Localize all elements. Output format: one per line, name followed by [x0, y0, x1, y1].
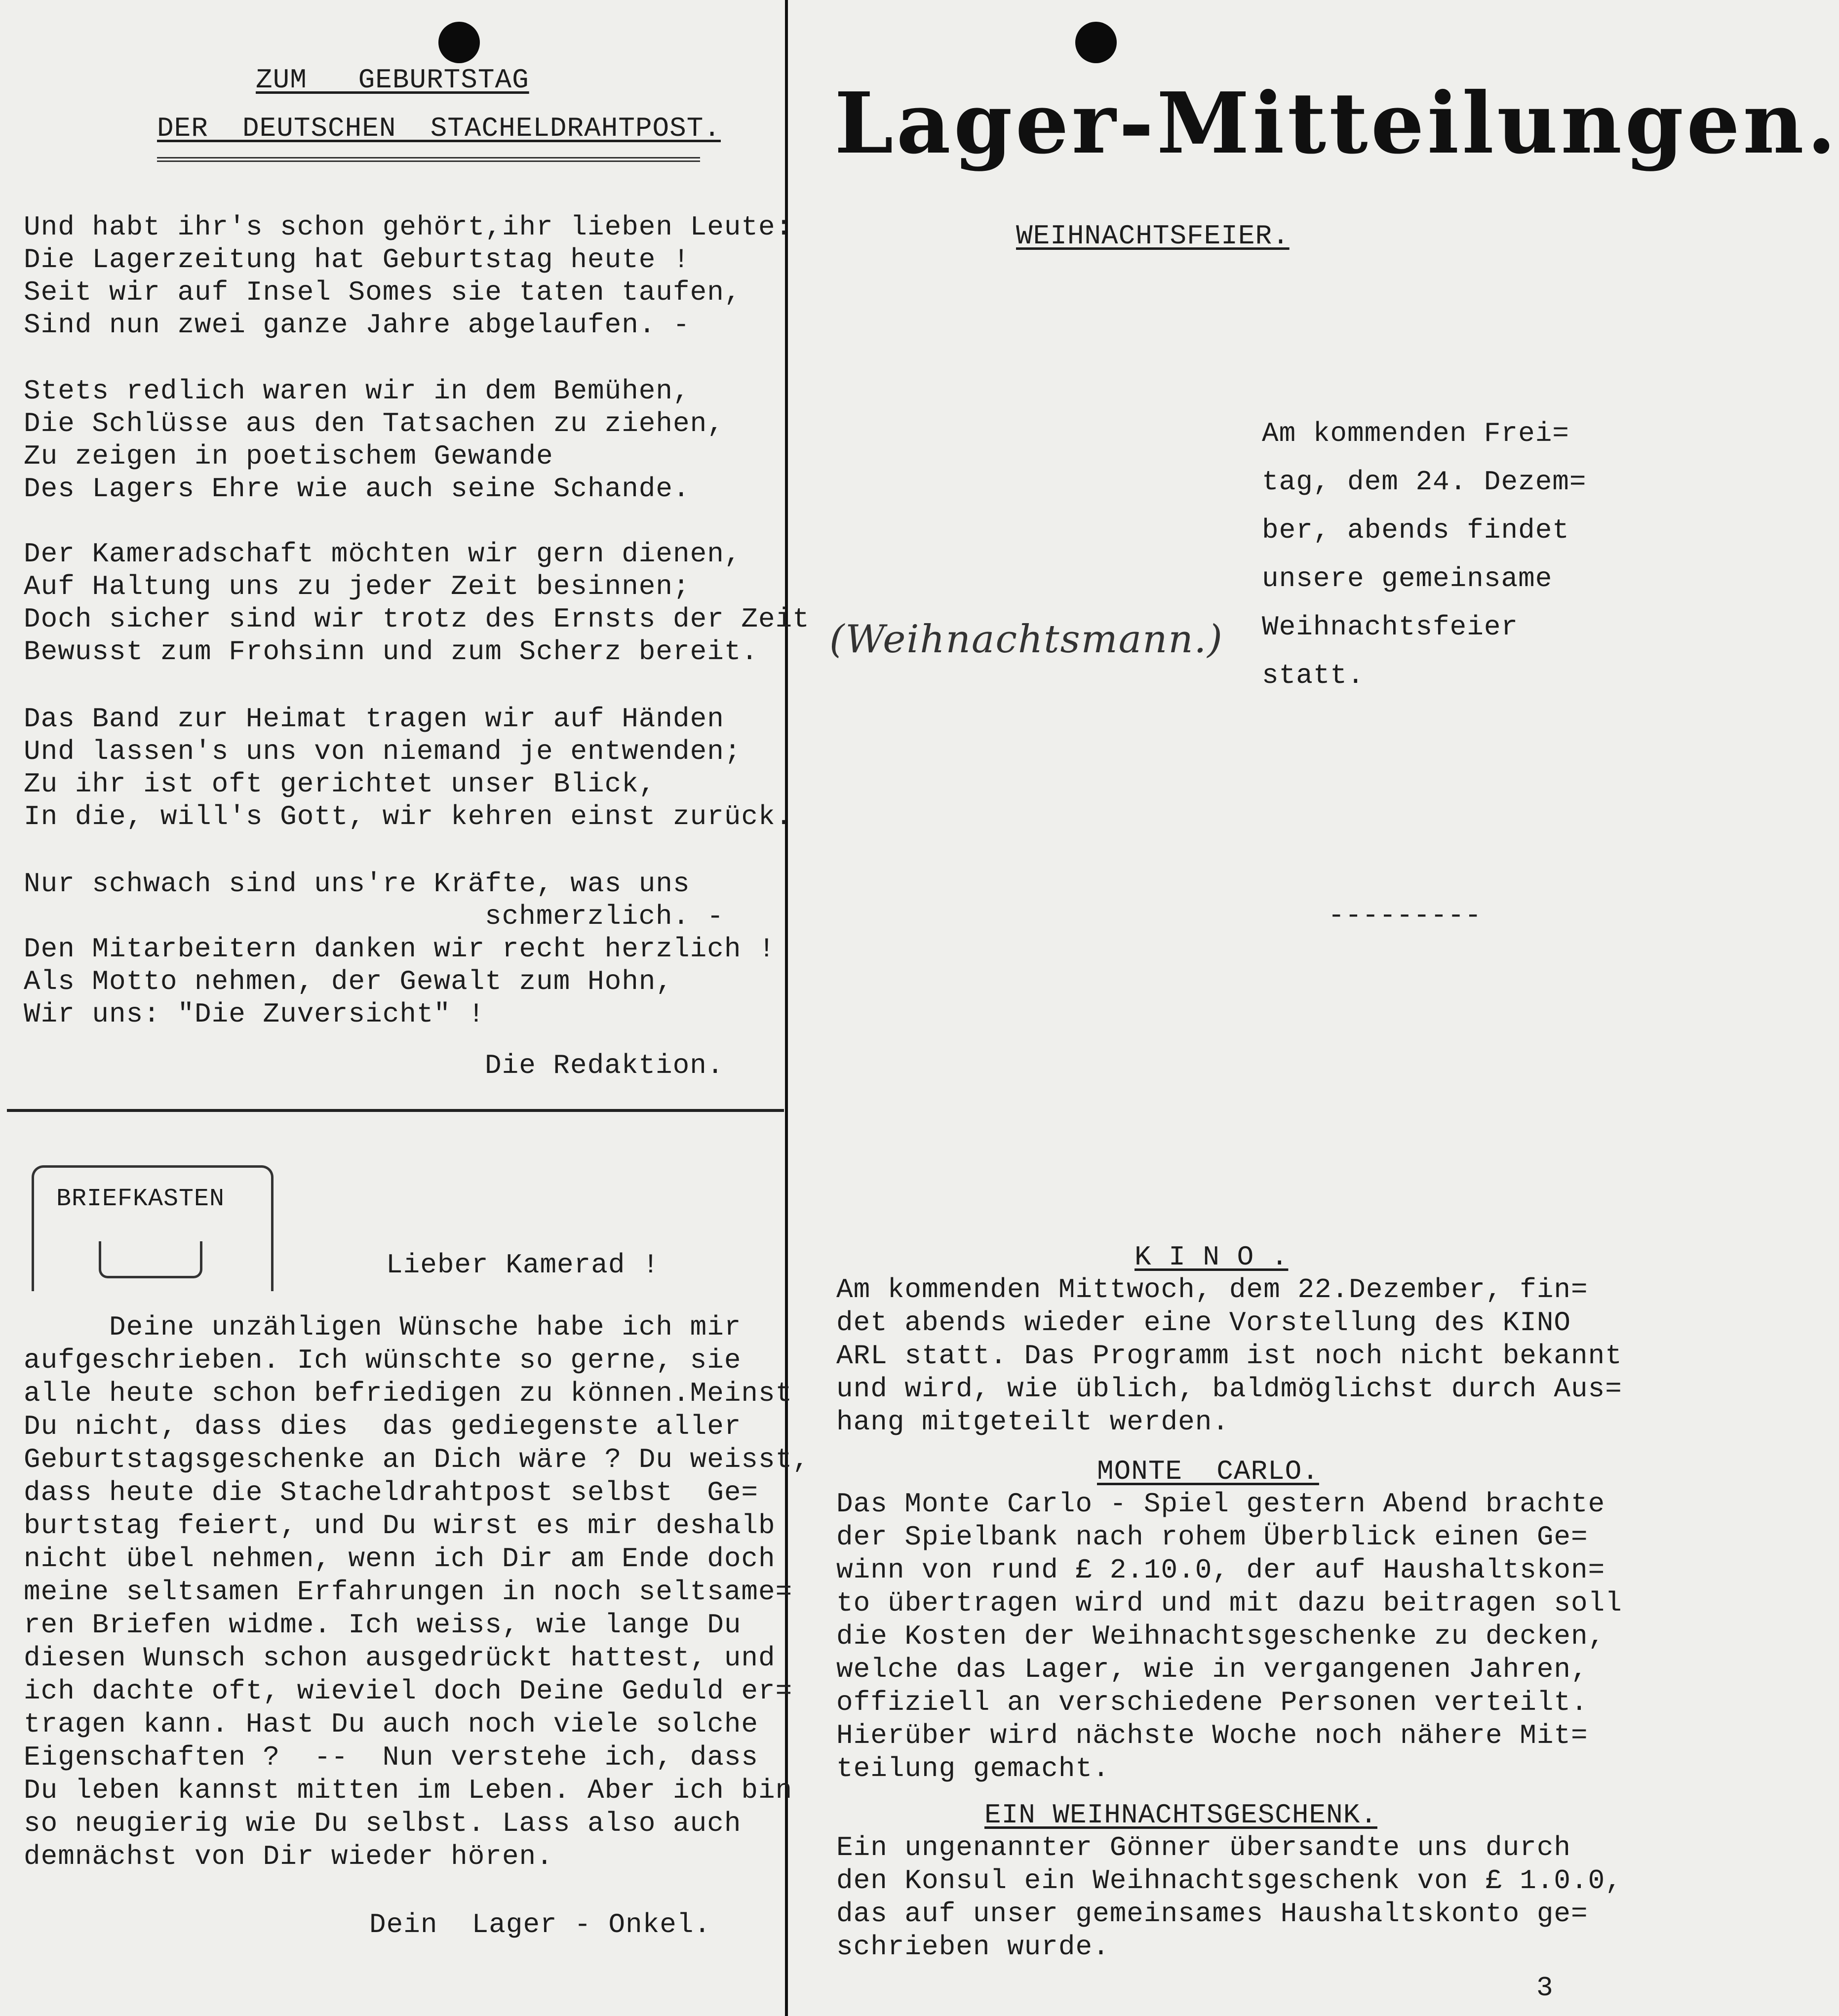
- poem-line: In die, will's Gott, wir kehren einst zurück.: [24, 801, 793, 832]
- poem-signature: Die Redaktion.: [485, 1050, 724, 1081]
- section-divider: [7, 1109, 784, 1112]
- kino-line: und wird, wie üblich, baldmöglichst durch Aus=: [836, 1373, 1622, 1405]
- column-divider: [785, 0, 788, 2016]
- letter-line: tragen kann. Hast Du auch noch viele solche: [24, 1708, 759, 1740]
- letter-signature: Dein Lager - Onkel.: [369, 1909, 711, 1940]
- kino-line: hang mitgeteilt werden.: [836, 1406, 1229, 1438]
- poem-line: Zu zeigen in poetischem Gewande: [24, 440, 553, 472]
- punch-hole-left: [438, 22, 480, 63]
- geschenk-heading: EIN WEIHNACHTSGESCHENK.: [984, 1799, 1377, 1831]
- letter-line: so neugierig wie Du selbst. Lass also auch: [24, 1808, 742, 1839]
- poem-line: Und habt ihr's schon gehört,ihr lieben Leute:: [24, 211, 793, 243]
- poem-line: Als Motto nehmen, der Gewalt zum Hohn,: [24, 966, 673, 997]
- kino-line: ARL statt. Das Programm ist noch nicht bekannt: [836, 1340, 1622, 1372]
- poem-line: Auf Haltung uns zu jeder Zeit besinnen;: [24, 571, 690, 602]
- kino-line: Am kommenden Mittwoch, dem 22.Dezember, fin=: [836, 1274, 1588, 1305]
- poem-line: Und lassen's uns von niemand je entwenden;: [24, 736, 742, 767]
- poem-line: Nur schwach sind uns're Kräfte, was uns: [24, 868, 690, 900]
- monte-carlo-line: offiziell an verschiedene Personen verteilt.: [836, 1687, 1588, 1718]
- letter-line: Du nicht, dass dies das gediegenste aller: [24, 1411, 742, 1442]
- weihnacht-line: statt.: [1262, 660, 1365, 691]
- letter-line: burtstag feiert, und Du wirst es mir deshalb: [24, 1510, 776, 1542]
- letter-line: Deine unzähligen Wünsche habe ich mir: [24, 1311, 742, 1343]
- poem-line: schmerzlich. -: [485, 901, 724, 932]
- poem-line: Zu ihr ist oft gerichtet unser Blick,: [24, 768, 656, 800]
- heading-double-rule: [157, 157, 700, 162]
- weihnacht-line: Weihnachtsfeier: [1262, 611, 1519, 643]
- poem-heading-2: DER DEUTSCHEN STACHELDRAHTPOST.: [157, 113, 721, 144]
- poem-line: Die Schlüsse aus den Tatsachen zu ziehen,: [24, 408, 724, 439]
- monte-carlo-line: to übertragen wird und mit dazu beitragen soll: [836, 1587, 1622, 1619]
- weihnacht-heading: WEIHNACHTSFEIER.: [1016, 220, 1290, 252]
- poem-line: Das Band zur Heimat tragen wir auf Händen: [24, 703, 724, 735]
- letter-line: aufgeschrieben. Ich wünschte so gerne, sie: [24, 1344, 742, 1376]
- letter-greeting: Lieber Kamerad !: [386, 1249, 660, 1281]
- letter-line: Eigenschaften ? -- Nun verstehe ich, dass: [24, 1741, 759, 1773]
- kino-heading: K I N O .: [1135, 1241, 1289, 1273]
- letter-line: alle heute schon befriedigen zu können.Meinst: [24, 1378, 793, 1409]
- weihnacht-line: unsere gemeinsame: [1262, 563, 1553, 594]
- monte-carlo-heading: MONTE CARLO.: [1097, 1456, 1319, 1487]
- weihnacht-line: Am kommenden Frei=: [1262, 418, 1569, 449]
- letter-line: dass heute die Stacheldrahtpost selbst Ge=: [24, 1477, 759, 1508]
- letter-line: meine seltsamen Erfahrungen in noch seltsame=: [24, 1576, 793, 1608]
- weihnacht-line: tag, dem 24. Dezem=: [1262, 466, 1587, 498]
- poem-line: Des Lagers Ehre wie auch seine Schande.: [24, 473, 690, 505]
- letter-line: Geburtstagsgeschenke an Dich wäre ? Du weisst,: [24, 1444, 810, 1475]
- poem-heading-1: ZUM GEBURTSTAG: [256, 64, 529, 96]
- monte-carlo-line: Das Monte Carlo - Spiel gestern Abend brachte: [836, 1488, 1605, 1520]
- punch-hole-right: [1075, 22, 1117, 63]
- monte-carlo-line: Hierüber wird nächste Woche noch nähere Mit=: [836, 1720, 1588, 1751]
- geschenk-line: das auf unser gemeinsames Haushaltskonto ge=: [836, 1898, 1588, 1930]
- poem-line: Doch sicher sind wir trotz des Ernsts der Zeit: [24, 603, 810, 635]
- poem-line: Den Mitarbeitern danken wir recht herzlich !: [24, 933, 776, 965]
- separator-dashes: ---------: [1328, 900, 1482, 931]
- poem-line: Wir uns: "Die Zuversicht" !: [24, 998, 485, 1030]
- letter-line: nicht übel nehmen, wenn ich Dir am Ende doch: [24, 1543, 776, 1575]
- letter-line: demnächst von Dir wieder hören.: [24, 1841, 553, 1872]
- poem-line: Sind nun zwei ganze Jahre abgelaufen. -: [24, 309, 690, 341]
- letter-line: Du leben kannst mitten im Leben. Aber ich bin: [24, 1775, 793, 1806]
- monte-carlo-line: winn von rund £ 2.10.0, der auf Haushaltskon=: [836, 1554, 1605, 1586]
- handwritten-note: (Weihnachtsmann.): [829, 617, 1223, 662]
- poem-line: Die Lagerzeitung hat Geburtstag heute !: [24, 244, 690, 276]
- poem-line: Der Kameradschaft möchten wir gern dienen,: [24, 538, 742, 570]
- monte-carlo-line: teilung gemacht.: [836, 1753, 1110, 1784]
- kino-line: det abends wieder eine Vorstellung des KINO: [836, 1307, 1571, 1339]
- monte-carlo-line: der Spielbank nach rohem Überblick einen Ge=: [836, 1521, 1588, 1553]
- geschenk-line: den Konsul ein Weihnachtsgeschenk von £ 1.0.0,: [836, 1865, 1622, 1897]
- masthead-title: Lager-Mitteilungen.: [834, 74, 1839, 173]
- page-number: 3: [1536, 1972, 1554, 2004]
- weihnacht-line: ber, abends findet: [1262, 514, 1569, 546]
- poem-line: Seit wir auf Insel Somes sie taten taufen,: [24, 277, 742, 308]
- geschenk-line: Ein ungenannter Gönner übersandte uns durch: [836, 1832, 1571, 1863]
- poem-line: Bewusst zum Frohsinn und zum Scherz bereit.: [24, 636, 759, 668]
- letter-line: diesen Wunsch schon ausgedrückt hattest, und: [24, 1642, 776, 1674]
- mailbox-slot-icon: [99, 1241, 202, 1278]
- letter-line: ren Briefen widme. Ich weiss, wie lange Du: [24, 1609, 742, 1641]
- letter-line: ich dachte oft, wieviel doch Deine Geduld er=: [24, 1675, 793, 1707]
- monte-carlo-line: welche das Lager, wie in vergangenen Jahren,: [836, 1654, 1588, 1685]
- monte-carlo-line: die Kosten der Weihnachtsgeschenke zu decken,: [836, 1621, 1605, 1652]
- briefkasten-label: BRIEFKASTEN: [56, 1185, 225, 1213]
- geschenk-line: schrieben wurde.: [836, 1931, 1110, 1963]
- poem-line: Stets redlich waren wir in dem Bemühen,: [24, 375, 690, 407]
